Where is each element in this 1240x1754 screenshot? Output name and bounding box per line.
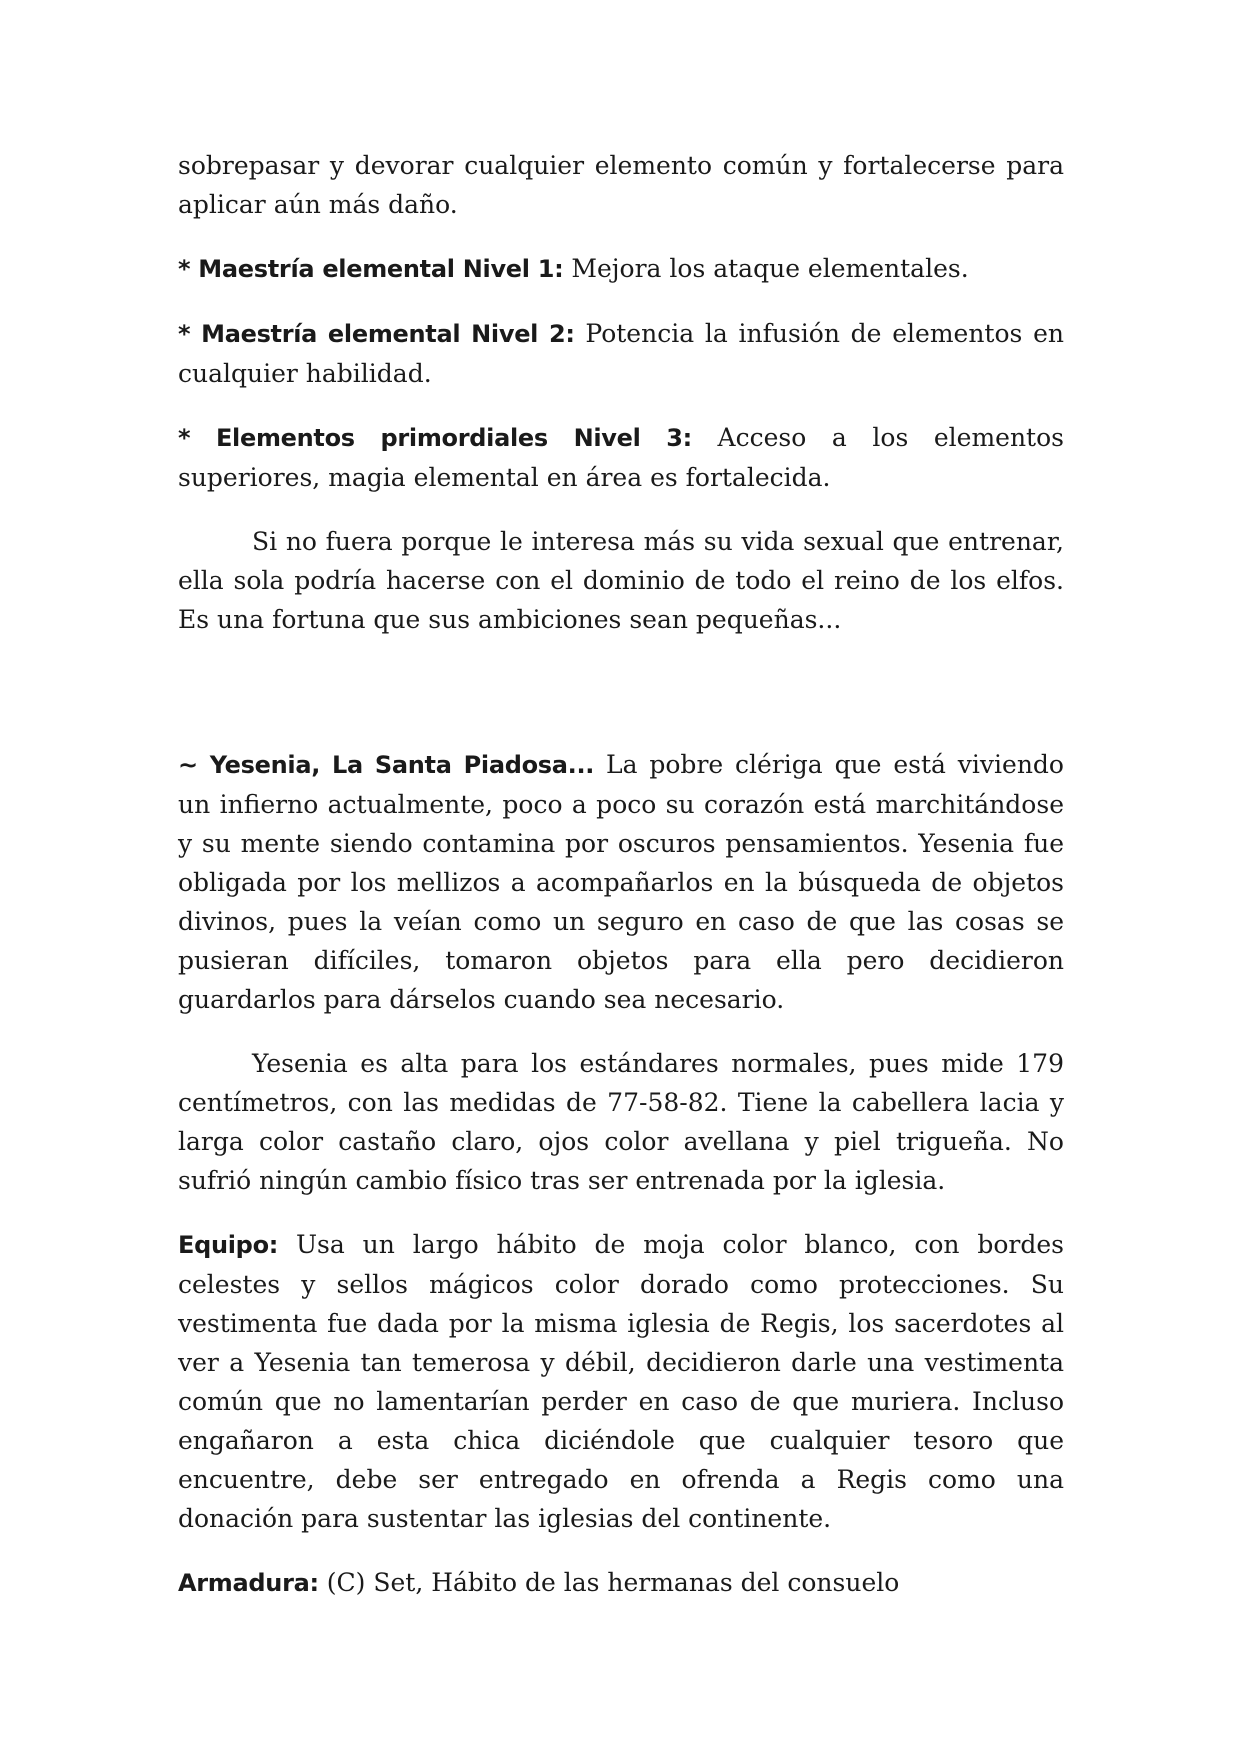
skill-label: * Maestría elemental Nivel 1: <box>178 255 564 283</box>
skill-label: * Maestría elemental Nivel 2: <box>178 320 575 348</box>
equipment-label: Equipo: <box>178 1231 279 1259</box>
armor-paragraph <box>178 1563 1064 1603</box>
character-description: Yesenia es alta para los estándares normales, pues mide 179 centímetros, con las medidas de 77-58-82. Tiene la cabellera lacia y larga color castaño claro, ojos color avellana y piel trigueña. No sufrió ningún cambio físico tras ser entrenada por la iglesia. <box>178 1049 1064 1195</box>
character-heading: ~ Yesenia, La Santa Piadosa... <box>178 751 595 779</box>
skill-item-2 <box>178 314 1064 393</box>
equipment-paragraph <box>178 1225 1064 1538</box>
skill-text: Acceso a los elementos superiores, magia elemental en área es fortalecida. <box>178 423 1064 492</box>
skill-text: Mejora los ataque elementales. <box>571 254 969 283</box>
armor-text: (C) Set, Hábito de las hermanas del consuelo <box>326 1568 900 1597</box>
skill-text: Potencia la infusión de elementos en cualquier habilidad. <box>178 319 1064 388</box>
skill-label: * Elementos primordiales Nivel 3: <box>178 424 692 452</box>
paragraph-summary: Si no fuera porque le interesa más su vida sexual que entrenar, ella sola podría hacerse con el dominio de todo el reino de los elfos. Es una fortuna que sus ambiciones sean pequeñas... <box>178 527 1064 634</box>
equipment-text: Usa un largo hábito de moja color blanco, con bordes celestes y sellos mágicos color dorado como protecciones. Su vestimenta fue dada por la misma iglesia de Regis, los sacerdotes al ver a Yesenia tan temerosa y débil, decidieron darle una vestimenta común que no lamentarían perder en caso de que muriera. Incluso engañaron a esta chica diciéndole que cualquier tesoro que encuentre, debe ser entregado en ofrenda a Regis como una donación para sustentar las iglesias del continente. <box>178 1230 1064 1533</box>
armor-label: Armadura: <box>178 1569 319 1597</box>
character-intro <box>178 745 1064 1019</box>
character-intro-text: La pobre clériga que está viviendo un infierno actualmente, poco a poco su corazón está marchitándose y su mente siendo contamina por oscuros pensamientos. Yesenia fue obligada por los mellizos a acompañarlos en la búsqueda de objetos divinos, pues la veían como un seguro en caso de que las cosas se pusieran difíciles, tomaron objetos para ella pero decidieron guardarlos para dárselos cuando sea necesario. <box>178 750 1064 1014</box>
document-page <box>178 146 1064 1603</box>
skill-item-1 <box>178 249 1064 289</box>
paragraph-continuation: sobrepasar y devorar cualquier elemento común y fortalecerse para aplicar aún más daño. <box>178 151 1064 219</box>
skill-item-3 <box>178 418 1064 497</box>
